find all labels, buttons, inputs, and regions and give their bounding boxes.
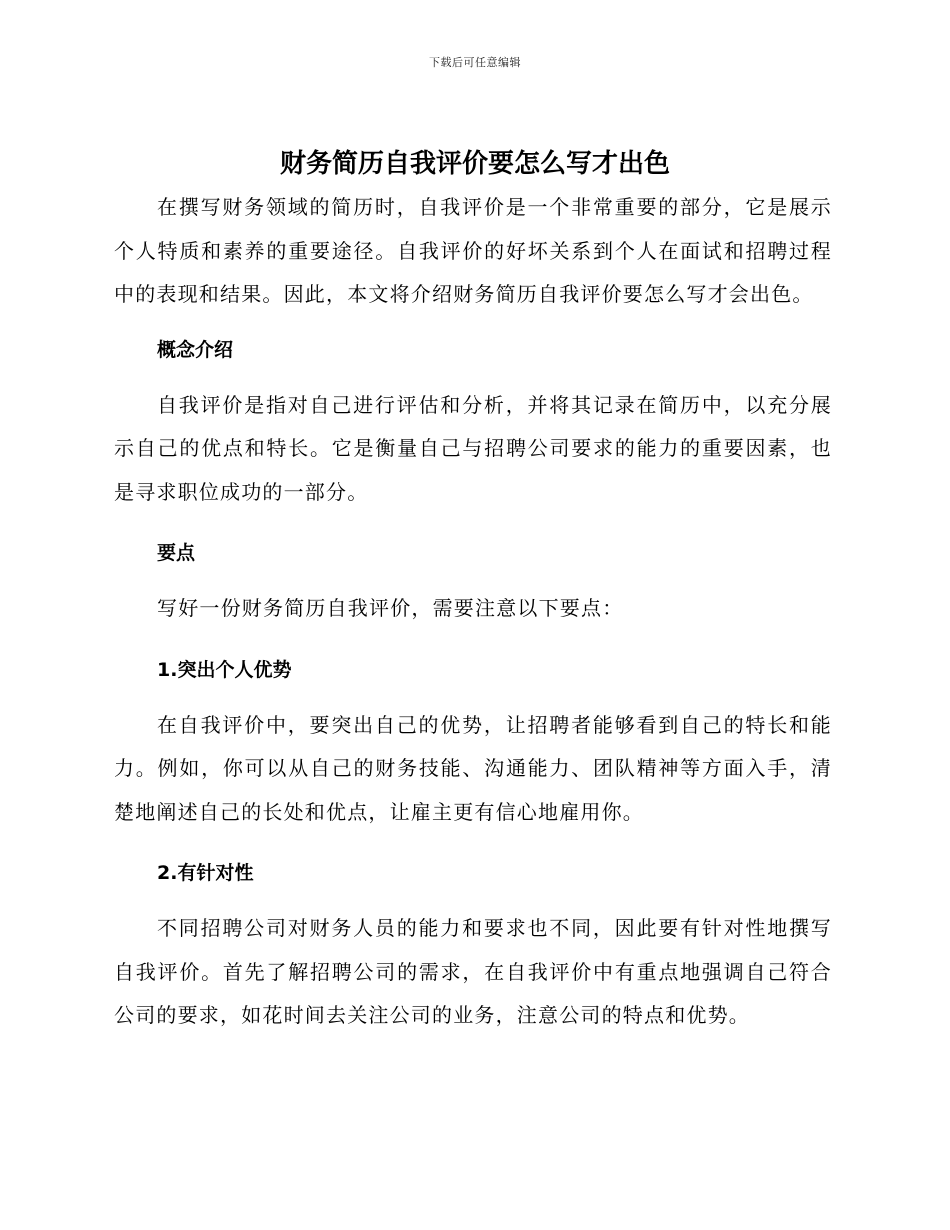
document-title: 财务简历自我评价要怎么写才出色 xyxy=(279,149,670,179)
key-points-paragraph: 写好一份财务简历自我评价，需要注意以下要点： xyxy=(157,596,624,620)
point-2-paragraph: 不同招聘公司对财务人员的能力和要求也不同，因此要有针对性地撰写自我评价。首先了解招聘公司的需求，在自我评价中有重点地强调自己符合公司的要求，如花时间去关注公司的业务，注意公司的特点和优势。 xyxy=(114,916,832,1027)
point-1-paragraph: 在自我评价中，要突出自己的优势，让招聘者能够看到自己的特长和能力。例如，你可以从自己的财务技能、沟通能力、团队精神等方面入手，清楚地阐述自己的长处和优点，让雇主更有信心地雇用你。 xyxy=(114,712,832,824)
concept-paragraph: 自我评价是指对自己进行评估和分析，并将其记录在简历中，以充分展示自己的优点和特长。它是衡量自己与招聘公司要求的能力的重要因素，也是寻求职位成功的一部分。 xyxy=(114,392,832,504)
section-heading-point-1: 1.突出个人优势 xyxy=(157,658,292,681)
section-heading-key-points: 要点 xyxy=(157,542,196,564)
intro-paragraph: 在撰写财务领域的简历时，自我评价是一个非常重要的部分，它是展示个人特质和素养的重要途径。自我评价的好坏关系到个人在面试和招聘过程中的表现和结果。因此，本文将介绍财务简历自我评价要怎么写才会出色。 xyxy=(114,195,832,306)
section-heading-concept: 概念介绍 xyxy=(157,338,234,361)
header-note: 下载后可任意编辑 xyxy=(429,56,521,69)
document-body xyxy=(114,186,832,1038)
section-heading-point-2: 2.有针对性 xyxy=(157,862,254,884)
